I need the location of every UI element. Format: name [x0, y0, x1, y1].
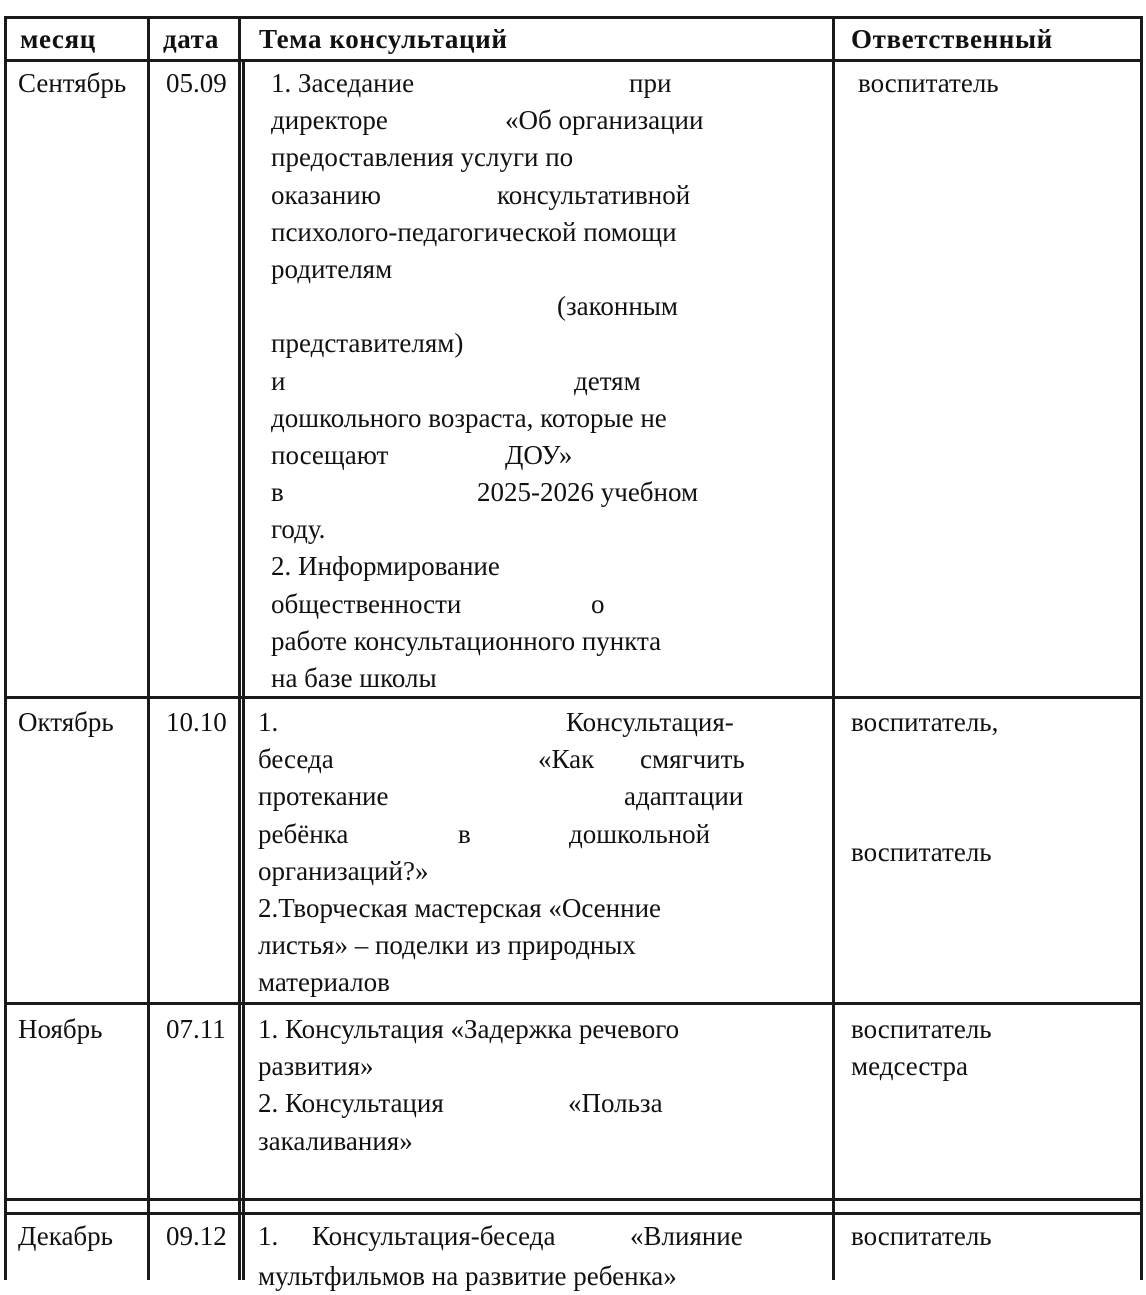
row-topic: 1. Консультация- беседа «Как смягчить протекание адаптации ребёнка в дошкольной организаций?» 2.Творческая мастерская «Осенние листья» – поделки из природных материалов [258, 707, 745, 998]
row-date: 05.09 [166, 68, 227, 98]
header-month: месяц [20, 24, 96, 54]
col-rule-date-inner [242, 60, 245, 1280]
row-month: Октябрь [18, 707, 114, 737]
row-topic-cutoff-line: мультфильмов на развитие ребенка» [258, 1261, 677, 1291]
table-border-top [4, 16, 1142, 19]
row-month: Декабрь [18, 1221, 113, 1251]
document-page: месяц дата Тема консультаций Ответственный Сентябрь 05.09 воспитатель 1. Заседание при директоре «Об организации предоставления услуги по оказанию консультативной психолого-педагогической помощи родителям (законным представителям) и детям дошкольного возраста, которые не посещают ДОУ» в 2025-2026 учебном году. 2. Информирование общественности о работе консультационного пункта на базе школы Октябрь 10.10 воспитатель, воспитатель 1. Консультация- беседа «Как смягчить протекание адаптации ребёнка в дошкольной организаций?» 2.Творческая мастерская «Осенние листья» – поделки из природных материалов Ноябрь 07.11 воспитатель медсестра 1. Консультация «Задержка речевого развития» 2. Консультация «Польза закаливания» Декабрь 09.12 воспитатель 1. Консультация-беседа «Влияние мультфильмов на развитие ребенка» [0, 0, 1146, 1280]
row-responsible: воспитатель [851, 837, 992, 867]
row-month: Сентябрь [18, 68, 127, 98]
row-rule-3-bottom [4, 1212, 1142, 1215]
row-month: Ноябрь [18, 1014, 103, 1044]
header-date: дата [163, 24, 219, 54]
col-rule-date [238, 16, 241, 1280]
table-border-right [1140, 16, 1143, 1280]
row-topic: 1. Консультация-беседа «Влияние [258, 1221, 743, 1251]
row-responsible: воспитатель [858, 68, 999, 98]
row-topic: 1. Консультация «Задержка речевого развития» 2. Консультация «Польза закаливания» [258, 1014, 680, 1156]
row-responsible: воспитатель [851, 1221, 992, 1251]
row-rule-2 [4, 1002, 1142, 1005]
header-topic: Тема консультаций [259, 24, 508, 54]
row-date: 10.10 [166, 707, 227, 737]
row-date: 09.12 [166, 1221, 227, 1251]
table-border-left [4, 16, 7, 1280]
col-rule-month [147, 16, 150, 1280]
row-topic: 1. Заседание при директоре «Об организации предоставления услуги по оказанию консультативной психолого-педагогической помощи родителям (законным представителям) и детям дошкольного возраста, которые не посещают ДОУ» в 2025-2026 учебном году. 2. Информирование общественности о работе консультационного пункта на базе школы [271, 68, 704, 693]
row-responsible: воспитатель, [851, 707, 999, 737]
col-rule-topic [832, 16, 835, 1280]
row-date: 07.11 [166, 1014, 226, 1044]
header-bottom-rule [4, 59, 1142, 62]
row-rule-3-top [4, 1198, 1142, 1201]
header-responsible: Ответственный [851, 24, 1053, 54]
